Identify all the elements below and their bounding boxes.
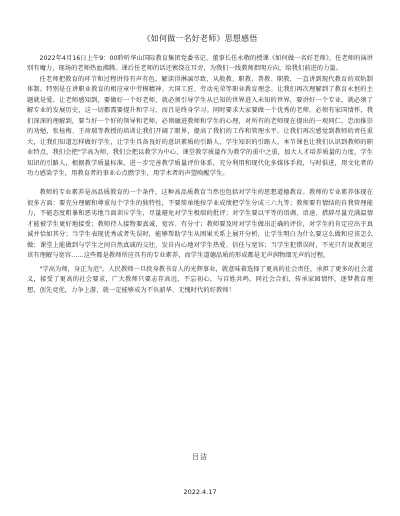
document-date: 2022.4.17 bbox=[183, 488, 217, 496]
document-title: 《如何做一名好老师》思想感悟 bbox=[142, 34, 258, 43]
paragraph-professional-quality: 教师的专业素养是高品质教育的一个条件，这种高品质教育当然也包括对学生的思想道德教育。教师的专业素养体现在很多方面：要充分理解和尊重每个学生的独特性，不要简单地按学业成绩把学生分成三六九等；教师要有情结的自我管理能力，不能态度粗暴和恶劣地当面训斥学生，尽量避免对学生极端的批评；对学生要以平等的语调、语速、措辞尽量充满温情才能被学生更好地接受；教师待人接物要真诚、宽容、有分寸；教师要及时对学生做出正确的评价，对学生的肯定应出于真诚并恰如其分；当学生表现优秀或者失误时，能够帮助学生从困果关系上展开分析，让学生明白为什么要这么做和应该怎么做；课堂上能做到与学生之间自然真诚的交往，发自内心地对学生热爱、信任与宽容；当学生犯错误时，不光只有说教更应该有理解与宽容……这些都是教师所应具有的专业素养，而学生道德品质的形成都是无声润物细无声的过程。 bbox=[27, 189, 373, 260]
author-signature: 吕洁 bbox=[192, 453, 208, 461]
paragraph-teaching-reflection: 任老师把教育的环节和过程讲得有声有色，解读得淋漓尽致，从般教、职教、普教、职教，一直讲到现代教育的双轨制体制。特别是在讲职业教育的相应章中劳模精神、大国工匠、劳动光荣等职业教育理念。让我们再次理解到了教育永恒的主题就是爱。让老师感知到，要做好一个好老师，就必须引导学生从已知的世界进入未知的世界，要讲好一个专业，就必须了解专业的发展历史，这一切都需要提升和学习，而且是终身学习。同时要求大家要做一个优秀的老师，必须有家国情怀，我们深深的理解到，要当好一个好的领导和老师，必须融进教师和学生的心理，对所有的老师现在提出的一观同仁，忠而推崇的劝勉，张桂梅、王荷瑞等教授的培训让我们开阔了眼界，提高了我们的工作和管理水平。让我们再次感觉到教师的责任重大，让我们知道怎样做好学生，让学生具备良好的意识素质的引路人，学生知识的引路人。本节课也让我们认识到教师的职业特点，我们会把"学高为师，我们会把以教学为中心、课堂教学质量作为教学的重中之重，加大人才培养质量的力度，学生知识的引路人，根据教学质量标准，进一步完善教学质量评价体系，充分利用和现代化多媒体手段，与时俱进，用文化者的功力感染学生，用教育者的事业心点燃学生，用学术者的声望唤醒学生。 bbox=[27, 75, 373, 177]
paragraph-conclusion: "学高为师，身正为范"。人民教师一旦投身教书育人的光辉事业，就意味着选择了更高的社会责任，承担了更多的社会道义，接受了更高的社会要求，广大教师只要志存高远，不忘初心，与百姓共鸣，同社会合拍，传承家园情怀，逐梦教育理想，创先竞优，力争上游，就一定能够成为不负韶华、无愧时代的好教师！ bbox=[27, 265, 373, 294]
paragraph-intro: 2022年4月16日上午9：00聆听华山国际教育集团党委书记、董事长任永敬的授课《如何做一名好老师》，任老师的演讲别有魔力，现场的老师热血沸腾。课后任老师的话还萦绕在耳旁，为我们一线教师指明方向，给我们前进的力量。 bbox=[27, 55, 373, 73]
